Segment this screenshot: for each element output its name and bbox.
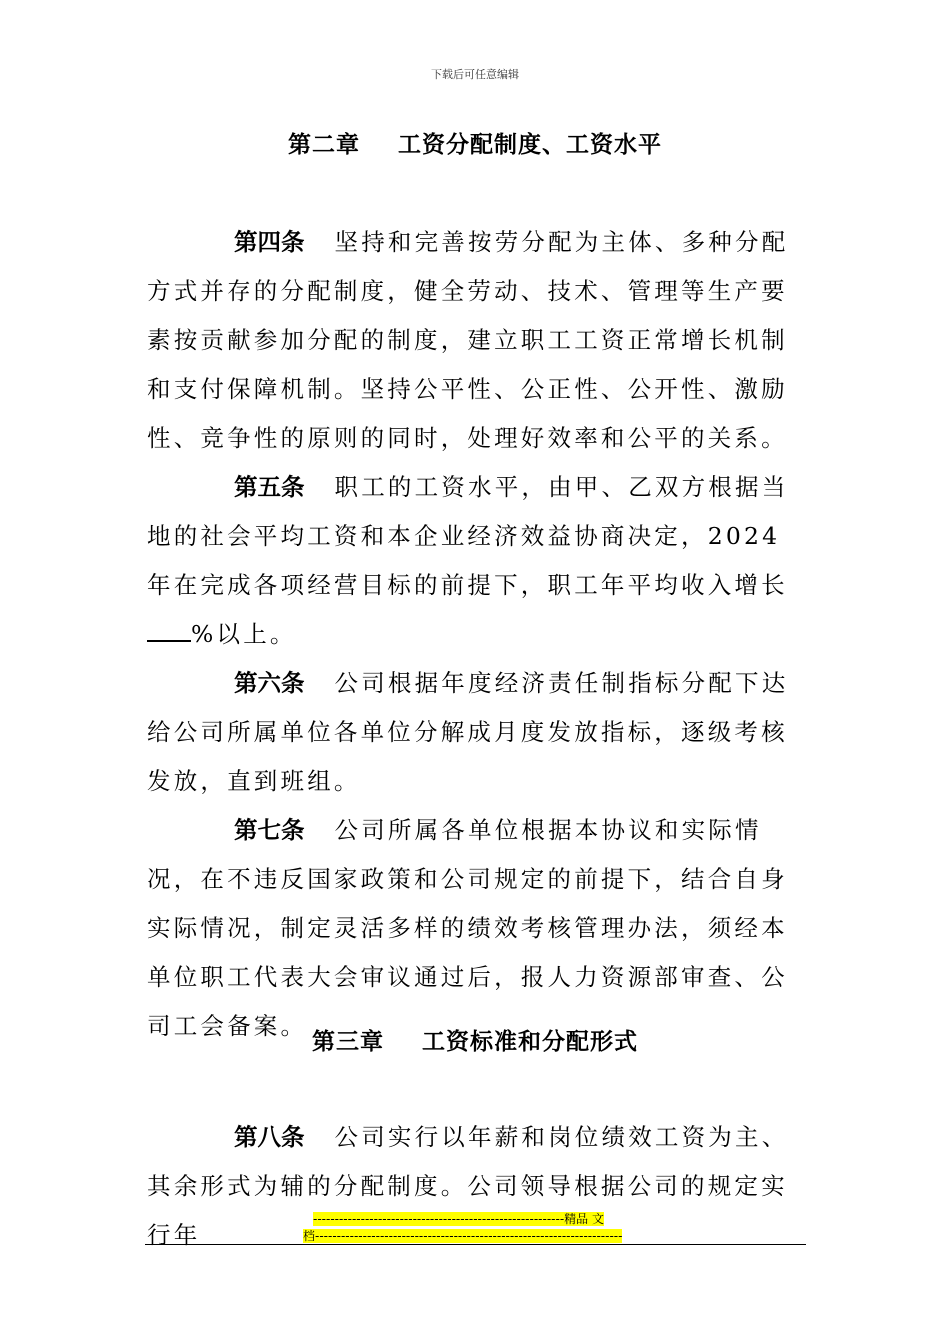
- footer-line-1: [303, 1211, 649, 1228]
- article-text: 职工的工资水平，由甲、乙双方根据当地的社会平均工资和本企业经济效益协商决定，2024年在完成各项经营目标的前提下，职工年平均收入增长: [147, 473, 789, 599]
- chapter-3-title: 工资标准和分配形式: [422, 1029, 638, 1055]
- article-5: [147, 463, 803, 659]
- chapter-2-number: 第二章: [288, 132, 360, 158]
- article-7: [147, 806, 803, 1051]
- article-text: 公司所属各单位根据本协议和实际情况，在不违反国家政策和公司规定的前提下，结合自身实际情况，制定灵活多样的绩效考核管理办法，须经本单位职工代表大会审议通过后，报人力资源部审查、公司工会备案。: [147, 816, 788, 1040]
- footer-line-2-text: 档-----------------------------------------------------------------------: [303, 1229, 623, 1243]
- header-note: 下载后可任意编辑: [431, 68, 519, 81]
- article-label: 第八条: [234, 1123, 305, 1151]
- chapter-2-heading: [0, 126, 950, 159]
- article-4: [147, 218, 803, 463]
- article-text-tail: %以上。: [191, 620, 297, 648]
- footer-divider: [145, 1244, 806, 1245]
- fill-in-blank: [147, 620, 191, 642]
- chapter-2-body: [147, 218, 803, 1051]
- footer-line-1-text: ----------------------------------------------------------精品 文: [313, 1212, 604, 1226]
- footer-watermark: [303, 1211, 649, 1245]
- chapter-3-heading: [0, 1023, 950, 1056]
- footer-line-2: [303, 1228, 649, 1245]
- chapter-2-title: 工资分配制度、工资水平: [398, 132, 662, 158]
- article-text: 坚持和完善按劳分配为主体、多种分配方式并存的分配制度，健全劳动、技术、管理等生产要素按贡献参加分配的制度，建立职工工资正常增长机制和支付保障机制。坚持公平性、公正性、公开性、激励性、竞争性的原则的同时，处理好效率和公平的关系。: [147, 228, 789, 452]
- chapter-3-number: 第三章: [312, 1029, 384, 1055]
- article-label: 第七条: [234, 816, 305, 844]
- article-label: 第四条: [234, 228, 305, 256]
- article-6: [147, 659, 803, 806]
- article-text: 公司根据年度经济责任制指标分配下达给公司所属单位各单位分解成月度发放指标，逐级考核发放，直到班组。: [147, 669, 789, 795]
- article-text: 公司实行以年薪和岗位绩效工资为主、其余形式为辅的分配制度。公司领导根据公司的规定实行年: [147, 1123, 789, 1249]
- article-label: 第六条: [234, 669, 305, 697]
- article-label: 第五条: [234, 473, 305, 501]
